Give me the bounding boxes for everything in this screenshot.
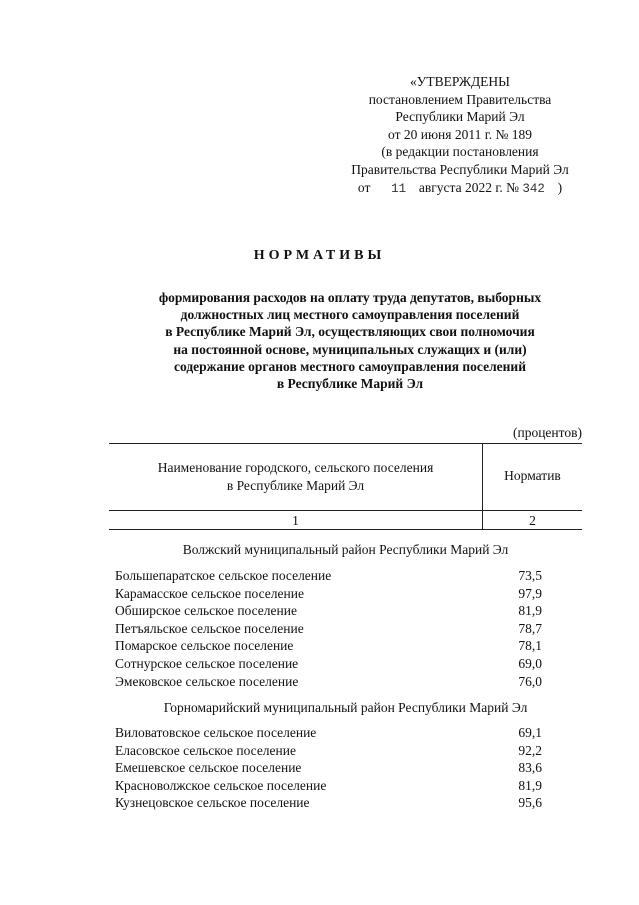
norm-value: 81,9 [518,777,542,793]
district-rows [115,724,542,812]
settlement-name: Виловатовское сельское поселение [115,725,317,740]
approval-line: Республики Марий Эл [395,109,525,125]
approval-line: «УТВЕРЖДЕНЫ [410,74,510,89]
column-number-2: 2 [529,513,536,528]
approval-line: (в редакции постановления [381,144,539,160]
settlement-name: Помарское сельское поселение [115,638,294,654]
settlement-name: Красноволжское сельское поселение [115,777,327,793]
settlement-name: Петъяльское сельское поселение [115,620,304,636]
column-header-settlement [109,459,482,494]
district-rows [115,567,542,690]
approval-line: от 20 июня 2011 г. № 189 [388,126,532,142]
table-row [115,759,542,777]
settlement-name: Карамасское сельское поселение [115,585,304,601]
settlement-name: Сотнурское сельское поселение [115,655,299,671]
norm-value: 73,5 [518,568,542,583]
approval-day: 11 [391,181,407,196]
approval-date-line [330,179,590,199]
settlement-name: Эмековское сельское поселение [115,673,299,689]
norm-value: 78,7 [518,620,542,636]
district-heading: Волжский муниципальный район Республики Марий Эл [182,542,509,557]
column-header-line: в Республике Марий Эл [226,477,365,493]
table-rule-top [109,443,582,444]
norm-value: 92,2 [518,742,542,758]
norm-value: 76,0 [518,673,542,689]
column-header-norm: Норматив [504,468,561,483]
district-heading: Горномарийский муниципальный район Республики Марий Эл [163,700,528,715]
norm-value: 69,0 [518,655,542,671]
column-number-1: 1 [292,513,299,528]
approval-from: от [357,179,371,195]
subtitle-line: формирования расходов на оплату труда депутатов, выборных [158,290,542,305]
document-title: НОРМАТИВЫ [253,248,386,263]
document-subtitle [100,289,600,392]
table-row [115,777,542,795]
norm-value: 97,9 [518,585,542,601]
settlement-name: Кузнецовское сельское поселение [115,795,310,811]
approval-block [330,73,590,198]
norm-value: 81,9 [518,603,542,619]
table-row [115,585,542,603]
table-row [115,655,542,673]
norm-value: 78,1 [518,638,542,654]
table-row [115,620,542,638]
approval-month-year: августа 2022 г. № [418,179,519,195]
approval-number: 342 [522,181,545,196]
settlement-name: Большепаратское сельское поселение [115,568,332,583]
norm-value: 83,6 [518,760,542,776]
norm-value: 95,6 [518,795,542,811]
subtitle-line: в Республике Марий Эл, осуществляющих свои полномочия [165,324,535,340]
approval-line: постановлением Правительства [368,91,552,107]
table-rule-bottom [109,529,582,530]
table-row [115,794,542,812]
table-row [115,673,542,691]
approval-close: ) [557,179,563,195]
subtitle-line: должностных лиц местного самоуправления поселений [180,307,520,323]
settlement-name: Обширское сельское поселение [115,603,297,619]
norm-value: 69,1 [518,725,542,740]
approval-line: Правительства Республики Марий Эл [351,161,569,177]
table-row [115,567,542,585]
table-row [115,637,542,655]
settlement-name: Еласовское сельское поселение [115,742,296,758]
table-row [115,602,542,620]
table-row [115,724,542,742]
subtitle-line: в Республике Марий Эл [276,376,424,392]
subtitle-line: на постоянной основе, муниципальных служащих и (или) [173,341,527,357]
settlement-name: Емешевское сельское поселение [115,760,302,776]
table-rule-middle [109,510,582,511]
table-row [115,742,542,760]
subtitle-line: содержание органов местного самоуправления поселений [173,358,526,374]
unit-label: (процентов) [512,425,582,440]
column-header-line: Наименование городского, сельского поселения [157,460,434,475]
